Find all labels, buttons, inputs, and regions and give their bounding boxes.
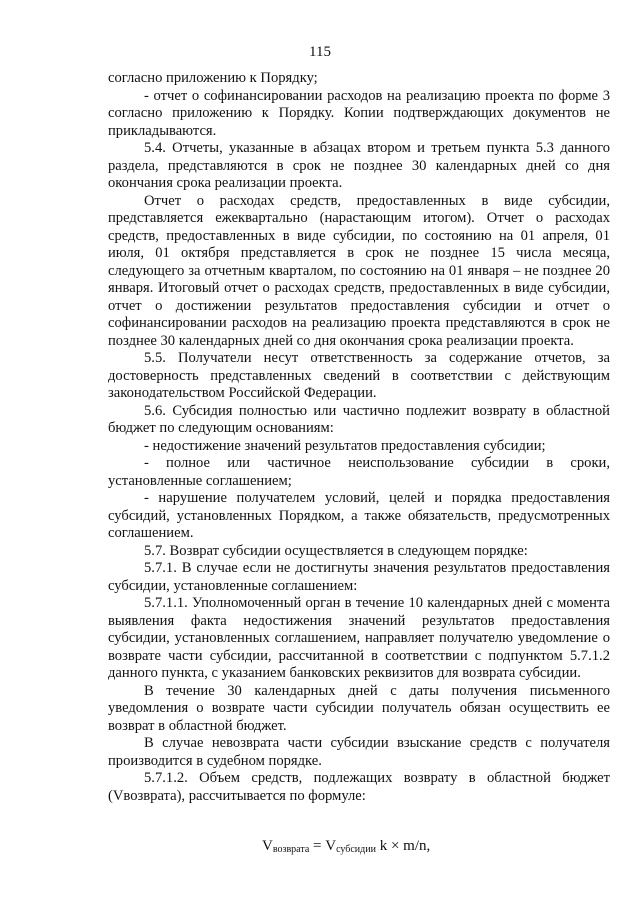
formula-eq: = (309, 838, 326, 854)
formula-rhs-sub: субсидии (336, 844, 376, 855)
paragraph: 5.7.1.1. Уполномоченный орган в течение 10 календарных дней с момента выявления факта недостижения значений результатов предоставления субсидии, установленных соглашением, направляет получателю уведомление о возврате части субсидии, рассчитанной в соответствии с подпунктом 5.7.1.2 данного пункта, с указанием банковских реквизитов для возврата субсидии. (108, 595, 610, 681)
paragraph: Отчет о расходах средств, предоставленных в виде субсидии, представляется ежеквартально (нарастающим итогом). Отчет о расходах средств, предоставленных в виде субсидии, по состоянию на 01 апреля, 01 июля, 01 октября представляется в срок не позднее 15 числа месяца, следующего за отчетным кварталом, по состоянию на 01 января – не позднее 20 января. Итоговый отчет о расходах средств, предоставленных в виде субсидии, отчет о достижении результатов предоставления субсидии и отчет о софинансировании расходов на реализацию проекта представляются в срок не позднее 30 календарных дней со дня окончания срока реализации проекта. (108, 192, 610, 349)
paragraph: В случае невозврата части субсидии взыскание средств с получателя производится в судебном порядке. (108, 735, 610, 769)
formula-rhs: V (325, 838, 337, 854)
paragraph: 5.5. Получатели несут ответственность за содержание отчетов, за достоверность представленных сведений в соответствии с действующим законодательством Российской Федерации. (108, 350, 610, 401)
page-number: 115 (309, 44, 331, 60)
formula (262, 838, 430, 859)
paragraph: - полное или частичное неиспользование субсидии в сроки, установленные соглашением; (108, 455, 610, 489)
paragraph: - недостижение значений результатов предоставления субсидии; (144, 437, 546, 454)
paragraph: 5.7.1.2. Объем средств, подлежащих возврату в областной бюджет (Vвозврата), рассчитывается по формуле: (108, 770, 610, 804)
paragraph: 5.7. Возврат субсидии осуществляется в следующем порядке: (144, 542, 528, 559)
formula-lhs: V (262, 838, 273, 854)
paragraph: 5.6. Субсидия полностью или частично подлежит возврату в областной бюджет по следующим основаниям: (108, 402, 610, 436)
document-body (108, 70, 610, 805)
paragraph: - отчет о софинансировании расходов на реализацию проекта по форме 3 согласно приложению к Порядку. Копии подтверждающих документов не прикладываются. (108, 87, 610, 139)
paragraph: 5.7.1. В случае если не достигнуты значения результатов предоставления субсидии, установленные соглашением: (108, 560, 610, 594)
paragraph: согласно приложению к Порядку; (108, 70, 318, 86)
paragraph: 5.4. Отчеты, указанные в абзацах втором и третьем пункта 5.3 данного раздела, представляются в срок не позднее 30 календарных дней со дня окончания срока реализации проекта. (108, 140, 610, 191)
formula-tail: k × m/n, (375, 838, 431, 854)
paragraph: - нарушение получателем условий, целей и порядка предоставления субсидий, установленных Порядком, а также обязательств, предусмотренных соглашением. (108, 490, 610, 541)
paragraph: В течение 30 календарных дней с даты получения письменного уведомления о возврате части субсидии получатель обязан осуществить ее возврат в областной бюджет. (108, 682, 610, 734)
formula-lhs-sub: возврата (272, 844, 310, 855)
